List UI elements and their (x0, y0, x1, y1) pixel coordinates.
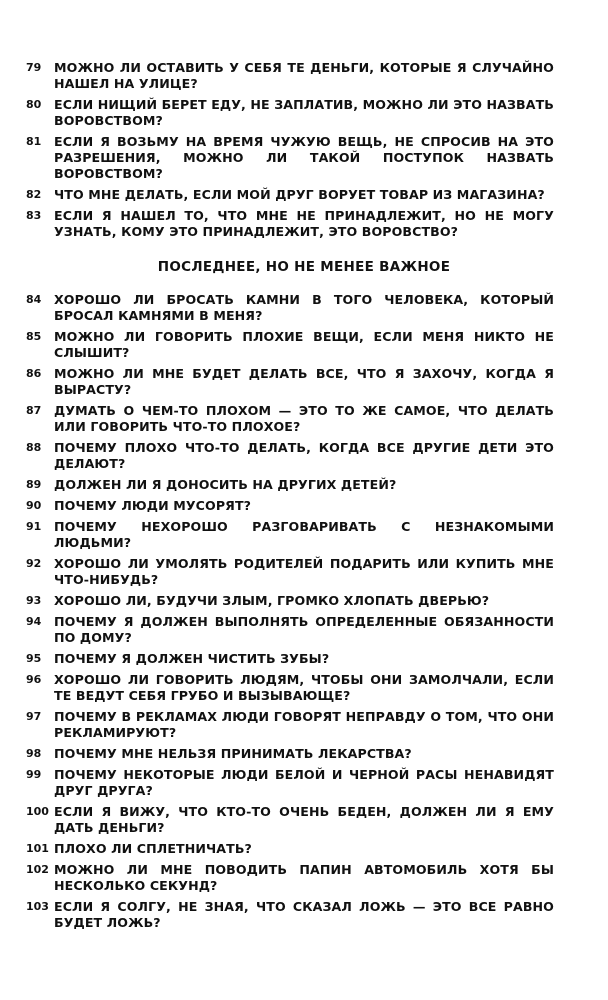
item-number: 100 (26, 805, 49, 818)
item-number: 92 (26, 557, 42, 570)
item-text: ХОРОШО ЛИ УМОЛЯТЬ РОДИТЕЛЕЙ ПОДАРИТЬ ИЛИ КУПИТЬ МНЕ ЧТО-НИБУДЬ? (54, 556, 554, 587)
item-number: 79 (26, 61, 42, 74)
list-item (26, 556, 554, 588)
list-item (26, 292, 554, 324)
list-item (26, 709, 554, 741)
list-item (26, 329, 554, 361)
list-item (26, 440, 554, 472)
item-number: 86 (26, 367, 42, 380)
list-item (26, 403, 554, 435)
list-item (26, 899, 554, 931)
item-number: 99 (26, 768, 42, 781)
item-text: ЕСЛИ НИЩИЙ БЕРЕТ ЕДУ, НЕ ЗАПЛАТИВ, МОЖНО ЛИ ЭТО НАЗВАТЬ ВОРОВСТВОМ? (54, 97, 554, 128)
list-item (26, 366, 554, 398)
item-number: 102 (26, 863, 49, 876)
item-number: 81 (26, 135, 42, 148)
item-number: 98 (26, 747, 42, 760)
item-number: 87 (26, 404, 42, 417)
item-text: МОЖНО ЛИ МНЕ БУДЕТ ДЕЛАТЬ ВСЕ, ЧТО Я ЗАХОЧУ, КОГДА Я ВЫРАСТУ? (54, 366, 554, 397)
list-item (26, 477, 554, 493)
list-item (26, 134, 554, 182)
list-item (26, 804, 554, 836)
item-text: МОЖНО ЛИ ГОВОРИТЬ ПЛОХИЕ ВЕЩИ, ЕСЛИ МЕНЯ НИКТО НЕ СЛЫШИТ? (54, 329, 554, 360)
list-item (26, 651, 554, 667)
item-text: ХОРОШО ЛИ, БУДУЧИ ЗЛЫМ, ГРОМКО ХЛОПАТЬ ДВЕРЬЮ? (54, 593, 490, 608)
item-number: 80 (26, 98, 42, 111)
item-text: ЕСЛИ Я НАШЕЛ ТО, ЧТО МНЕ НЕ ПРИНАДЛЕЖИТ, НО НЕ МОГУ УЗНАТЬ, КОМУ ЭТО ПРИНАДЛЕЖИТ, ЭТО ВОРОВСТВО? (54, 208, 554, 239)
item-number: 101 (26, 842, 49, 855)
item-number: 82 (26, 188, 42, 201)
item-text: ПОЧЕМУ НЕКОТОРЫЕ ЛЮДИ БЕЛОЙ И ЧЕРНОЙ РАСЫ НЕНАВИДЯТ ДРУГ ДРУГА? (54, 767, 554, 798)
item-number: 89 (26, 478, 42, 491)
item-text: ХОРОШО ЛИ БРОСАТЬ КАМНИ В ТОГО ЧЕЛОВЕКА, КОТОРЫЙ БРОСАЛ КАМНЯМИ В МЕНЯ? (54, 292, 554, 323)
item-number: 90 (26, 499, 42, 512)
item-text: ПОЧЕМУ ЛЮДИ МУСОРЯТ? (54, 498, 252, 513)
list-item (26, 97, 554, 129)
item-text: ПОЧЕМУ В РЕКЛАМАХ ЛЮДИ ГОВОРЯТ НЕПРАВДУ О ТОМ, ЧТО ОНИ РЕКЛАМИРУЮТ? (54, 709, 554, 740)
item-text: ПОЧЕМУ НЕХОРОШО РАЗГОВАРИВАТЬ С НЕЗНАКОМЫМИ ЛЮДЬМИ? (54, 519, 554, 550)
item-number: 103 (26, 900, 49, 913)
list-item (26, 746, 554, 762)
item-text: ЧТО МНЕ ДЕЛАТЬ, ЕСЛИ МОЙ ДРУГ ВОРУЕТ ТОВАР ИЗ МАГАЗИНА? (54, 187, 545, 202)
item-number: 84 (26, 293, 42, 306)
item-text: ПОЧЕМУ Я ДОЛЖЕН ЧИСТИТЬ ЗУБЫ? (54, 651, 330, 666)
list-item (26, 208, 554, 240)
list-item (26, 614, 554, 646)
list-item (26, 498, 554, 514)
item-number: 85 (26, 330, 42, 343)
item-number: 94 (26, 615, 42, 628)
item-text: ПЛОХО ЛИ СПЛЕТНИЧАТЬ? (54, 841, 252, 856)
item-text: ПОЧЕМУ ПЛОХО ЧТО-ТО ДЕЛАТЬ, КОГДА ВСЕ ДРУГИЕ ДЕТИ ЭТО ДЕЛАЮТ? (54, 440, 554, 471)
item-text: ПОЧЕМУ Я ДОЛЖЕН ВЫПОЛНЯТЬ ОПРЕДЕЛЕННЫЕ ОБЯЗАННОСТИ ПО ДОМУ? (54, 614, 554, 645)
list-item (26, 841, 554, 857)
item-number: 83 (26, 209, 42, 222)
item-text: МОЖНО ЛИ МНЕ ПОВОДИТЬ ПАПИН АВТОМОБИЛЬ ХОТЯ БЫ НЕСКОЛЬКО СЕКУНД? (54, 862, 554, 893)
item-text: ПОЧЕМУ МНЕ НЕЛЬЗЯ ПРИНИМАТЬ ЛЕКАРСТВА? (54, 746, 412, 761)
item-text: ЕСЛИ Я ВОЗЬМУ НА ВРЕМЯ ЧУЖУЮ ВЕЩЬ, НЕ СПРОСИВ НА ЭТО РАЗРЕШЕНИЯ, МОЖНО ЛИ ТАКОЙ ПОСТУПОК НАЗВАТЬ ВОРОВСТВОМ? (54, 134, 554, 181)
item-text: ДОЛЖЕН ЛИ Я ДОНОСИТЬ НА ДРУГИХ ДЕТЕЙ? (54, 477, 397, 492)
item-number: 91 (26, 520, 42, 533)
list-item (26, 862, 554, 894)
item-text: ДУМАТЬ О ЧЕМ-ТО ПЛОХОМ — ЭТО ТО ЖЕ САМОЕ, ЧТО ДЕЛАТЬ ИЛИ ГОВОРИТЬ ЧТО-ТО ПЛОХОЕ? (54, 403, 554, 434)
item-number: 96 (26, 673, 42, 686)
item-number: 93 (26, 594, 42, 607)
section-heading: ПОСЛЕДНЕЕ, НО НЕ МЕНЕЕ ВАЖНОЕ (157, 259, 451, 275)
item-number: 95 (26, 652, 42, 665)
list-item (26, 767, 554, 799)
item-number: 88 (26, 441, 42, 454)
question-list-bottom (26, 292, 554, 936)
list-item (26, 672, 554, 704)
list-item (26, 593, 554, 609)
item-text: ЕСЛИ Я ВИЖУ, ЧТО КТО-ТО ОЧЕНЬ БЕДЕН, ДОЛЖЕН ЛИ Я ЕМУ ДАТЬ ДЕНЬГИ? (54, 804, 554, 835)
item-text: ЕСЛИ Я СОЛГУ, НЕ ЗНАЯ, ЧТО СКАЗАЛ ЛОЖЬ — ЭТО ВСЕ РАВНО БУДЕТ ЛОЖЬ? (54, 899, 554, 930)
list-item (26, 519, 554, 551)
item-number: 97 (26, 710, 42, 723)
list-item (26, 60, 554, 92)
item-text: МОЖНО ЛИ ОСТАВИТЬ У СЕБЯ ТЕ ДЕНЬГИ, КОТОРЫЕ Я СЛУЧАЙНО НАШЕЛ НА УЛИЦЕ? (54, 60, 554, 91)
list-item (26, 187, 554, 203)
question-list-top (26, 60, 554, 245)
item-text: ХОРОШО ЛИ ГОВОРИТЬ ЛЮДЯМ, ЧТОБЫ ОНИ ЗАМОЛЧАЛИ, ЕСЛИ ТЕ ВЕДУТ СЕБЯ ГРУБО И ВЫЗЫВАЮЩЕ? (54, 672, 554, 703)
